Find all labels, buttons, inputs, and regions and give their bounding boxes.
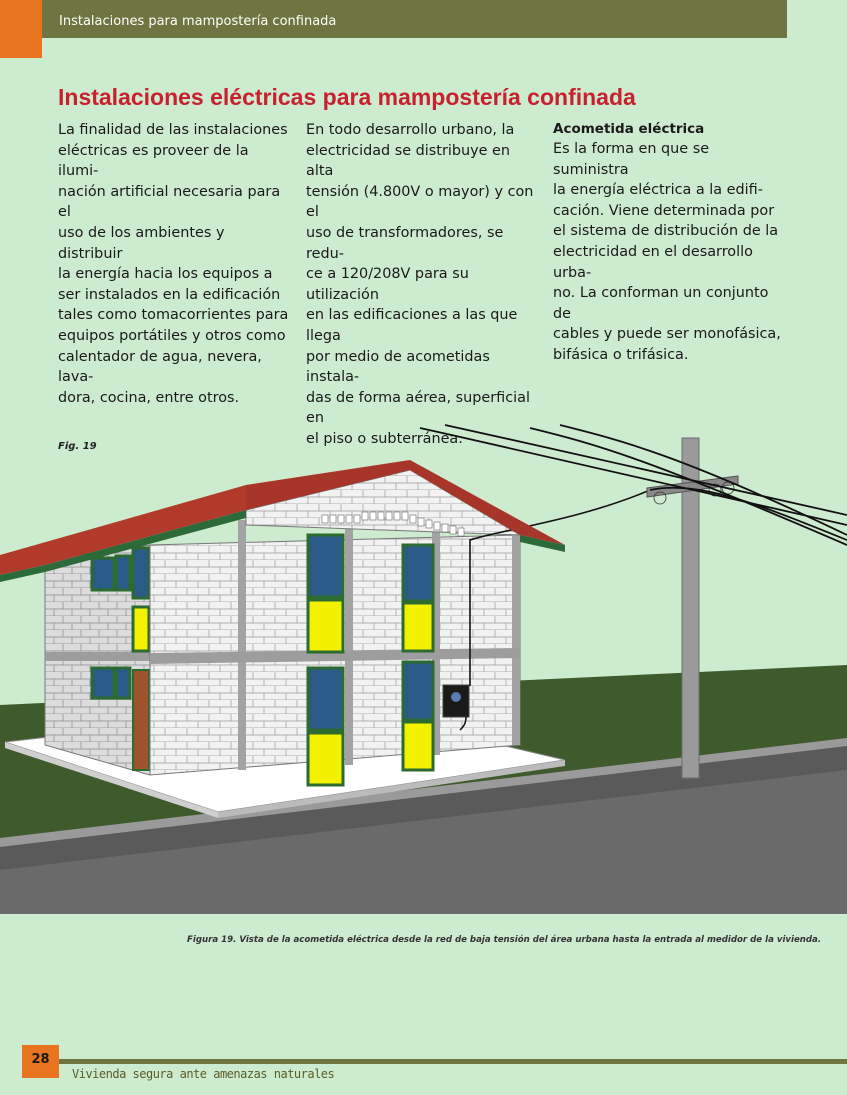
header-bar [42, 0, 787, 38]
text-line: equipos portátiles y otros como [58, 327, 286, 344]
house-illustration [0, 400, 847, 914]
text-line: la energía eléctrica a la edifi- [553, 182, 763, 199]
column-subtitle: Acometida eléctrica [553, 121, 705, 137]
text-line: La finalidad de las instalaciones [58, 122, 288, 138]
book-title: Vivienda segura ante amenazas naturales [72, 1067, 335, 1081]
header-orange-block [0, 0, 42, 58]
text-line: electricidad en el desarrollo urba- [553, 243, 753, 281]
text-line: por medio de acometidas instala- [306, 348, 490, 386]
text-line: el piso o subterránea. [306, 430, 463, 447]
text-line: tales como tomacorrientes para [58, 307, 289, 324]
text-line: ser instalados en la edificación [58, 286, 281, 303]
text-column-3 [553, 120, 785, 366]
footer-rule [58, 1059, 847, 1064]
text-line: eléctricas es proveer de la ilumi- [58, 142, 249, 180]
figure-label: Fig. 19 [58, 441, 97, 452]
text-line: bifásica o trifásica. [553, 346, 689, 363]
window-upper-left [308, 535, 343, 597]
text-line: nación artificial necesaria para el [58, 183, 281, 221]
text-line: uso de transformadores, se redu- [306, 224, 504, 262]
text-line: tensión (4.800V o mayor) y con el [306, 183, 534, 221]
text-line: en las edificaciones a las que llega [306, 307, 518, 344]
window-lower-left [308, 668, 343, 730]
text-line: cación. Viene determinada por [553, 202, 775, 219]
text-line: el sistema de distribución de la [553, 223, 779, 240]
figure-caption: Figura 19. Vista de la acometida eléctrica desde la red de baja tensión del área urbana hasta la entrada al medidor de la vivienda. [187, 935, 822, 945]
text-line: Es la forma en que se suministra [553, 141, 710, 178]
text-line: calentador de agua, nevera, lava- [58, 348, 262, 386]
text-line: electricidad se distribuye en alta [306, 142, 511, 180]
window-upper-right [403, 545, 433, 601]
text-line: no. La conforman un conjunto de [553, 285, 769, 322]
text-line: En todo desarrollo urbano, la [306, 122, 515, 138]
window-lower-right [403, 662, 433, 720]
text-line: das de forma aérea, superficial en [306, 389, 530, 427]
section-title: Instalaciones para mampostería confinada [59, 14, 337, 29]
page-number: 28 [22, 1045, 59, 1078]
text-line: cables y puede ser monofásica, [553, 326, 781, 343]
text-line: la energía hacia los equipos a [58, 266, 273, 283]
text-line: dora, cocina, entre otros. [58, 389, 240, 406]
text-line: ce a 120/208V para su utilización [306, 266, 469, 303]
text-column-1 [58, 120, 290, 408]
page-title: Instalaciones eléctricas para mampostería confinada [58, 84, 636, 110]
text-line: uso de los ambientes y distribuir [58, 224, 225, 262]
